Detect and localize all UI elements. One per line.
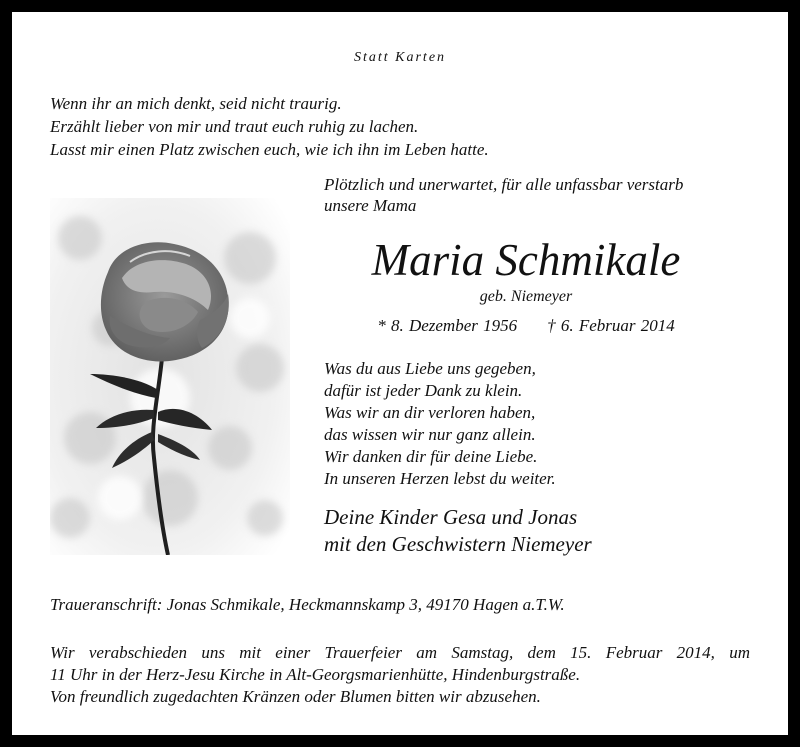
deceased-name: Maria Schmikale — [371, 235, 681, 285]
mourning-address: Traueranschrift: Jonas Schmikale, Heckmannskamp 3, 49170 Hagen a.T.W. — [50, 595, 565, 614]
mourners-signoff — [324, 504, 592, 558]
poem-line: dafür ist jeder Dank zu klein. — [324, 381, 523, 400]
rose-photo — [50, 198, 290, 555]
memorial-poem — [324, 358, 556, 490]
poem-line: In unseren Herzen lebst du weiter. — [324, 469, 556, 488]
poem-line: Lasst mir einen Platz zwischen euch, wie ich ihn im Leben hatte. — [50, 140, 489, 159]
life-dates — [324, 316, 728, 336]
intro-line: unsere Mama — [324, 196, 417, 215]
intro-text — [324, 174, 683, 216]
poem-line: Was du aus Liebe uns gegeben, — [324, 359, 536, 378]
service-line: Wir verabschieden uns mit einer Trauerfeier am Samstag, dem 15. Februar 2014, um — [50, 643, 750, 662]
birth-date: * 8. Dezember 1956 — [377, 316, 518, 335]
poem-line: Wenn ihr an mich denkt, seid nicht traurig. — [50, 94, 342, 113]
obituary-notice — [12, 12, 788, 735]
funeral-service-info — [50, 642, 750, 708]
poem-line: Was wir an dir verloren haben, — [324, 403, 536, 422]
birth-name: geb. Niemeyer — [479, 288, 573, 305]
poem-line: Wir danken dir für deine Liebe. — [324, 447, 538, 466]
service-line: 11 Uhr in der Herz-Jesu Kirche in Alt-Georgsmarienhütte, Hindenburgstraße. — [50, 665, 581, 684]
opening-poem — [50, 92, 489, 161]
poem-line: das wissen wir nur ganz allein. — [324, 425, 536, 444]
intro-line: Plötzlich und unerwartet, für alle unfassbar verstarb — [324, 175, 684, 194]
notice-header: Statt Karten — [353, 50, 447, 65]
signoff-line: Deine Kinder Gesa und Jonas — [324, 505, 578, 529]
service-line: Von freundlich zugedachten Kränzen oder Blumen bitten wir abzusehen. — [50, 687, 541, 706]
death-date: † 6. Februar 2014 — [547, 316, 675, 335]
poem-line: Erzählt lieber von mir und traut euch ruhig zu lachen. — [50, 117, 419, 136]
signoff-line: mit den Geschwistern Niemeyer — [324, 532, 592, 556]
